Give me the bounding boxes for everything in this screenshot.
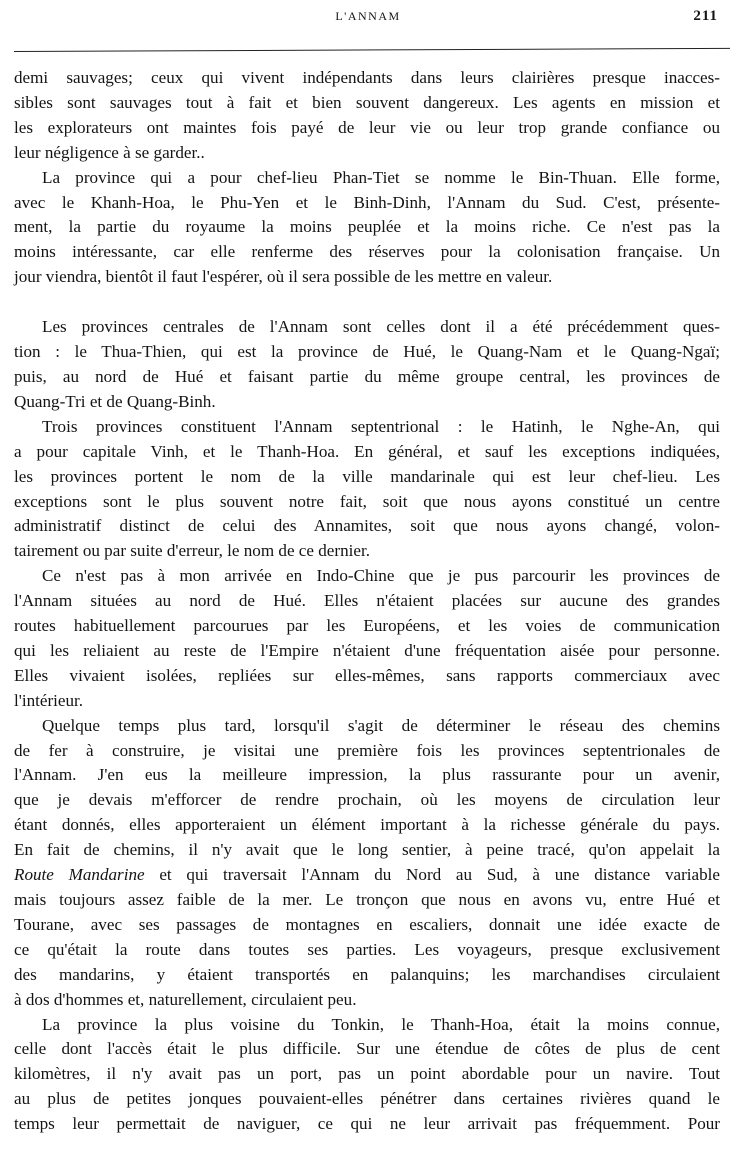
- text-line: demi sauvages; ceux qui vivent indépendants dans leurs clairières presque inacces-: [14, 68, 720, 87]
- text-line: moins intéressante, car elle renferme des réserves pour la colonisation française. Un: [14, 242, 720, 262]
- text-line: les explorateurs ont maintes fois payé de leur vie ou leur trop grande confiance ou: [14, 117, 720, 137]
- text-line: Quang-Tri et de Quang-Binh.: [14, 391, 216, 411]
- text-line: Tourane, avec ses passages de montagnes en escaliers, donnait une idée exacte de: [14, 914, 720, 934]
- text-line: sibles sont sauvages tout à fait et bien souvent dangereux. Les agents en mission et: [14, 92, 720, 112]
- text-line: l'intérieur.: [14, 690, 84, 710]
- text-line: Les provinces centrales de l'Annam sont celles dont il a été précédemment ques-: [42, 317, 720, 337]
- text-line: Quelque temps plus tard, lorsqu'il s'agit de déterminer le réseau des chemins: [42, 715, 720, 735]
- paragraph: [14, 415, 720, 564]
- text-line: qui les reliaient au reste de l'Empire n'étaient d'une fréquentation aisée pour personne.: [14, 640, 720, 660]
- text-line: Elles vivaient isolées, repliées sur elles-mêmes, sans rapports commerciaux avec: [14, 665, 720, 685]
- text-line: mais toujours assez faible de la mer. Le tronçon que nous en avons vu, entre Hué et: [14, 890, 720, 909]
- paragraph: [14, 714, 720, 1013]
- text-line: Ce n'est pas à mon arrivée en Indo-Chine que je pus parcourir les provinces de: [42, 566, 720, 586]
- text-line: celle dont l'accès était le plus difficile. Sur une étendue de côtes de plus de cent: [14, 1039, 720, 1059]
- text-line: que je devais m'efforcer de rendre prochain, où les moyens de circulation leur: [14, 790, 720, 810]
- running-title: L'ANNAM: [335, 9, 401, 23]
- paragraph: [14, 66, 720, 166]
- text-line: tion : le Thua-Thien, qui est la province de Hué, le Quang-Nam et le Quang-Ngaï;: [14, 342, 720, 362]
- text-line: ce qu'était la route dans toutes ses parties. Les voyageurs, presque exclusivement: [14, 939, 720, 959]
- text-line: étant donnés, elles apporteraient un élément important à la richesse générale du pays.: [14, 815, 720, 835]
- paragraph: [14, 315, 720, 415]
- text-line: tairement ou par suite d'erreur, le nom de ce dernier.: [14, 541, 370, 561]
- text-line: Route Mandarine et qui traversait l'Annam du Nord au Sud, à une distance variable: [14, 865, 720, 885]
- text-line: au plus de petites jonques pouvaient-elles pénétrer dans certaines rivières quand le: [14, 1089, 720, 1109]
- text-line: l'Annam situées au nord de Hué. Elles n'étaient placées sur aucune des grandes: [14, 591, 720, 611]
- paragraph: [14, 564, 720, 713]
- header-rule: [14, 48, 730, 52]
- text-line: En fait de chemins, il n'y avait que le long sentier, à peine tracé, qu'on appelait la: [14, 840, 720, 860]
- text-line: l'Annam. J'en eus la meilleure impression, la plus rassurante pour un avenir,: [14, 765, 720, 785]
- text-line: Trois provinces constituent l'Annam septentrional : le Hatinh, le Nghe-An, qui: [42, 416, 720, 436]
- body-text: [14, 66, 720, 1137]
- text-line: puis, au nord de Hué et faisant partie du même groupe central, les provinces de: [14, 366, 720, 386]
- text-line: administratif distinct de celui des Annamites, soit que nous ayons changé, volon-: [14, 516, 720, 536]
- text-line: les provinces portent le nom de la ville mandarinale qui est leur chef-lieu. Les: [14, 466, 720, 486]
- text-line: La province qui a pour chef-lieu Phan-Tiet se nomme le Bin-Thuan. Elle forme,: [42, 167, 720, 187]
- page-number: 211: [693, 8, 718, 24]
- paragraph: [14, 1013, 720, 1138]
- text-line: de fer à construire, je visitai une première fois les provinces septentrionales de: [14, 740, 720, 760]
- text-line: ment, la partie du royaume la moins peuplée et la moins riche. Ce n'est pas la: [14, 217, 720, 237]
- text-line: temps leur permettait de naviguer, ce qui ne leur arrivait pas fréquemment. Pour: [14, 1114, 720, 1134]
- text-line: a pour capitale Vinh, et le Thanh-Hoa. En général, et sauf les exceptions indiquées,: [14, 441, 720, 461]
- text-line: routes habituellement parcourues par les Européens, et les voies de communication: [14, 616, 720, 636]
- running-head: [16, 9, 720, 29]
- text-line: La province la plus voisine du Tonkin, le Thanh-Hoa, était la moins connue,: [42, 1014, 720, 1034]
- text-line: leur négligence à se garder..: [14, 142, 205, 162]
- paragraph: [14, 166, 720, 291]
- text-line: kilomètres, il n'y avait pas un port, pas un point abordable pour un navire. Tout: [14, 1064, 720, 1084]
- text-line: exceptions sont le plus souvent notre fait, soit que nous ayons constitué un centre: [14, 491, 720, 511]
- section-gap: [14, 290, 720, 315]
- italic-phrase: Route Mandarine: [14, 865, 145, 885]
- text-line: avec le Khanh-Hoa, le Phu-Yen et le Binh-Dinh, l'Annam du Sud. C'est, présente-: [14, 192, 720, 212]
- text-line: à dos d'hommes et, naturellement, circulaient peu.: [14, 989, 357, 1009]
- text-line: des mandarins, y étaient transportés en palanquins; les marchandises circulaient: [14, 964, 720, 984]
- text-line: jour viendra, bientôt il faut l'espérer, où il sera possible de les mettre en valeur.: [14, 267, 553, 287]
